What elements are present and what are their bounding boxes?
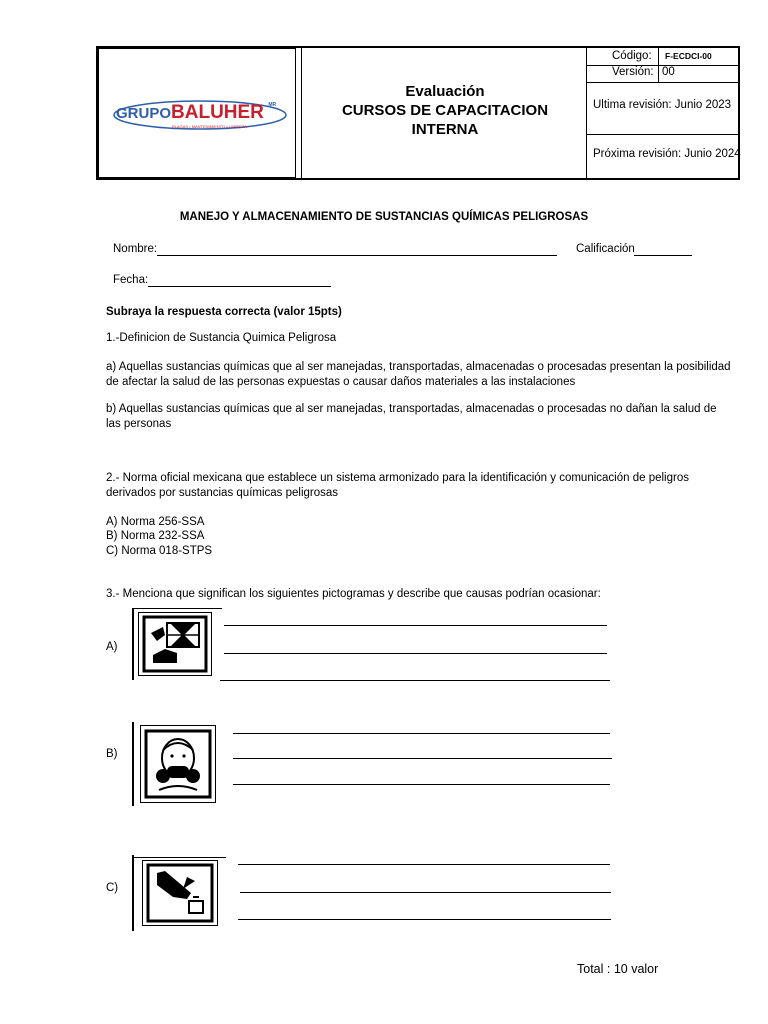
version-label: Versión: — [612, 66, 654, 78]
title-line-2: CURSOS DE CAPACITACION — [341, 102, 549, 119]
hand-shield-icon — [138, 612, 212, 676]
calificacion-field[interactable] — [634, 255, 692, 256]
picto-c-bar — [132, 855, 134, 931]
picto-b-bar — [132, 722, 134, 806]
q1-option-b-line2: las personas — [106, 418, 172, 430]
answer-c-line-1[interactable] — [238, 864, 610, 865]
answer-b-line-2[interactable] — [233, 758, 612, 759]
codigo-label: Código: — [612, 50, 652, 62]
title-line-1: Evaluación — [405, 83, 485, 100]
codigo-value: F-ECDCI-00 — [665, 51, 712, 61]
picto-a-rule — [132, 608, 222, 609]
q1-option-b-line1: b) Aquellas sustancias químicas que al ser manejadas, transportadas, almacenadas o procesadas no dañan la salud de — [106, 403, 717, 415]
label-a: A) — [106, 641, 118, 653]
question-2-line1: 2.- Norma oficial mexicana que establece un sistema armonizado para la identificación y comunicación de peligros — [106, 472, 689, 484]
respirator-mask-icon — [140, 725, 216, 803]
document-title — [300, 82, 590, 139]
logo-text-grupo: GRUPO — [116, 105, 172, 122]
answer-b-line-3[interactable] — [233, 784, 610, 785]
company-logo — [112, 100, 287, 134]
nombre-field[interactable] — [157, 255, 557, 256]
logo-mark: MR — [268, 102, 277, 108]
subject-title: MANEJO Y ALMACENAMIENTO DE SUSTANCIAS QUÍMICAS PELIGROSAS — [179, 211, 589, 223]
q2-option-c: C) Norma 018-STPS — [106, 545, 213, 557]
q1-option-a-line1: a) Aquellas sustancias químicas que al ser manejadas, transportadas, almacenadas o procesadas presentan la posibilidad — [106, 361, 731, 373]
q1-option-a-line2: de afectar la salud de las personas expuestas o causar daños materiales a las instalaciones — [106, 376, 576, 388]
logo-text-baluher: BALUHER — [171, 102, 264, 123]
fecha-field[interactable] — [148, 286, 331, 287]
picto-c-rule — [132, 857, 226, 858]
question-1: 1.-Definicion de Sustancia Quimica Peligrosa — [106, 332, 337, 344]
fecha-label: Fecha: — [113, 274, 149, 286]
calificacion-label: Calificación — [576, 243, 635, 255]
q2-option-a: A) Norma 256-SSA — [106, 516, 205, 528]
nombre-label: Nombre: — [113, 243, 158, 255]
answer-a-line-3[interactable] — [220, 680, 610, 681]
instruction: Subraya la respuesta correcta (valor 15pts) — [106, 306, 342, 318]
version-value: 00 — [662, 66, 675, 78]
answer-c-line-2[interactable] — [240, 892, 611, 893]
total-score: Total : 10 valor — [577, 962, 659, 976]
glove-hand-icon — [142, 860, 218, 926]
proxima-revision: Próxima revisión: Junio 2024 — [593, 148, 741, 160]
answer-a-line-2[interactable] — [224, 653, 607, 654]
question-3: 3.- Menciona que significan los siguientes pictogramas y describe que causas podrían ocasionar: — [106, 588, 601, 600]
answer-a-line-1[interactable] — [224, 625, 607, 626]
title-line-3: INTERNA — [411, 121, 479, 138]
answer-c-line-3[interactable] — [238, 919, 611, 920]
q2-option-b: B) Norma 232-SSA — [106, 530, 205, 542]
logo-tagline: PLAGAS • MANTENIMIENTO • LIMPIEZA — [172, 124, 247, 129]
ultima-revision: Ultima revisión: Junio 2023 — [593, 99, 732, 111]
label-b: B) — [106, 748, 118, 760]
label-c: C) — [106, 882, 119, 894]
picto-a-bar — [132, 608, 134, 680]
answer-b-line-1[interactable] — [233, 733, 610, 734]
question-2-line2: derivados por sustancias químicas peligrosas — [106, 487, 339, 499]
